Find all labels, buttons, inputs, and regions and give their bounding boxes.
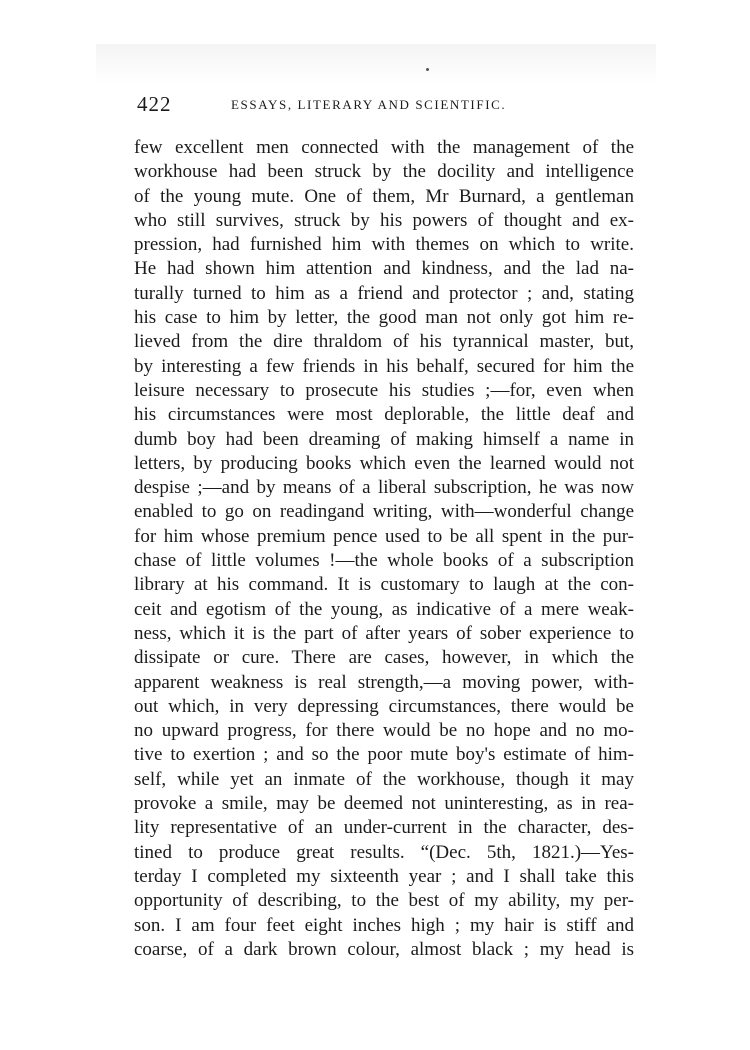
text-line: leisure necessary to prosecute his studies ;—for, even when <box>134 379 634 401</box>
text-line: lieved from the dire thraldom of his tyrannical master, but, <box>134 331 634 353</box>
text-line: dumb boy had been dreaming of making himself a name in <box>134 428 634 450</box>
running-title: ESSAYS, LITERARY AND SCIENTIFIC. <box>231 97 507 112</box>
text-line: provoke a smile, may be deemed not uninteresting, as in rea- <box>134 793 634 815</box>
text-line: tive to exertion ; and so the poor mute boy's estimate of him- <box>134 744 634 766</box>
text-line: his circumstances were most deplorable, the little deaf and <box>134 404 634 426</box>
text-line: enabled to go on readingand writing, with—wonderful change <box>134 501 634 523</box>
text-line: He had shown him attention and kindness, and the lad na- <box>134 258 634 280</box>
text-line: library at his command. It is customary to laugh at the con- <box>134 574 634 596</box>
text-line: lity representative of an under-current in the character, des- <box>134 817 634 839</box>
text-line: terday I completed my sixteenth year ; and I shall take this <box>134 865 634 887</box>
text-line: few excellent men connected with the management of the <box>134 137 634 158</box>
text-line: workhouse had been struck by the docility and intelligence <box>134 161 634 183</box>
text-line: his case to him by letter, the good man not only got him re- <box>134 307 634 329</box>
text-line: coarse, of a dark brown colour, almost black ; my head is <box>134 938 634 960</box>
text-line: letters, by producing books which even the learned would not <box>134 452 634 474</box>
page-number: 422 <box>137 92 172 116</box>
text-line: pression, had furnished him with themes on which to write. <box>134 234 634 256</box>
text-line: apparent weakness is real strength,—a moving power, with- <box>134 671 634 693</box>
text-line: chase of little volumes !—the whole books of a subscription <box>134 550 634 572</box>
text-line: opportunity of describing, to the best of my ability, my per- <box>134 890 634 912</box>
body-text <box>134 136 634 962</box>
text-line: for him whose premium pence used to be all spent in the pur- <box>134 525 634 547</box>
ink-speck <box>426 68 429 71</box>
text-line: ceit and egotism of the young, as indicative of a mere weak- <box>134 598 634 620</box>
running-head <box>137 92 637 122</box>
text-line: out which, in very depressing circumstances, there would be <box>134 695 634 717</box>
text-line: dissipate or cure. There are cases, however, in which the <box>134 647 634 669</box>
text-line: who still survives, struck by his powers of thought and ex- <box>134 209 634 231</box>
text-line: by interesting a few friends in his behalf, secured for him the <box>134 355 634 377</box>
text-line: tined to produce great results. “(Dec. 5th, 1821.)—Yes- <box>134 841 634 863</box>
text-line: turally turned to him as a friend and protector ; and, stating <box>134 282 634 304</box>
text-line: of the young mute. One of them, Mr Burnard, a gentleman <box>134 185 634 207</box>
text-line: ness, which it is the part of after years of sober experience to <box>134 622 634 644</box>
text-line: son. I am four feet eight inches high ; my hair is stiff and <box>134 914 634 936</box>
text-line: despise ;—and by means of a liberal subscription, he was now <box>134 477 634 499</box>
scan-shadow <box>96 44 656 84</box>
text-line: self, while yet an inmate of the workhouse, though it may <box>134 768 634 790</box>
text-line: no upward progress, for there would be no hope and no mo- <box>134 720 634 742</box>
